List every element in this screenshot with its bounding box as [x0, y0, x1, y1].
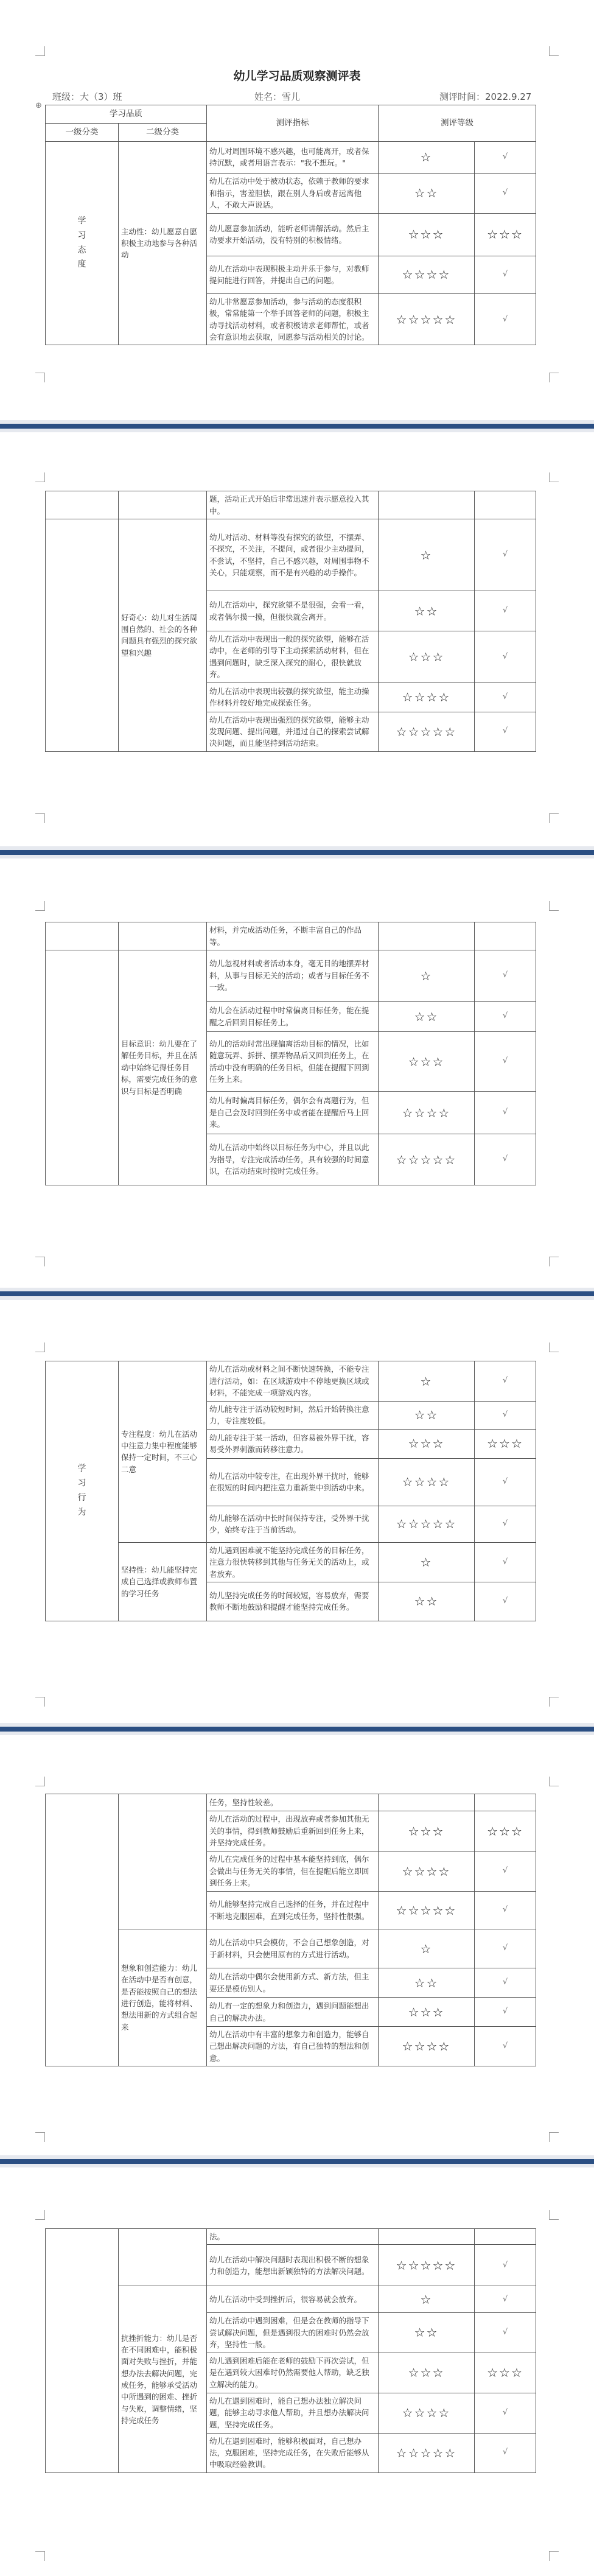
- star-rating: ☆☆: [379, 2313, 475, 2353]
- star-rating: ☆☆☆☆☆: [379, 2433, 475, 2472]
- star-rating-selected: ☆☆☆: [475, 213, 536, 256]
- indicator-text: 幼儿忽视材料或者活动本身，毫无目的地摆弄材料，从事与目标无关的活动；或者与目标任务不一致。: [207, 950, 379, 1002]
- indicator-text: 幼儿在活动中表现积极主动并乐于参与，对教师提问能进行回答，并提出自己的问题。: [207, 256, 379, 293]
- check-mark: √: [475, 1582, 536, 1621]
- evaluation-table-page-2: [45, 491, 536, 752]
- indicator-text: 幼儿在遇到困难时，能自己想办法独立解决问题，能够主动寻求他人帮助，并且想办法解决问题，坚持完成任务。: [207, 2393, 379, 2433]
- indicator-text: 幼儿在活动中只会模仿，不会自己想象创造，对于新材料，只会使用原有的方式进行活动。: [207, 1929, 379, 1968]
- check-mark: √: [475, 2313, 536, 2353]
- indicator-text: 幼儿能够在活动中长时间保持专注，受外界干扰少，始终专注于当前活动。: [207, 1506, 379, 1542]
- document-page-4: [0, 1300, 594, 1723]
- margin-corner-mark: [35, 1342, 45, 1352]
- check-mark: √: [475, 591, 536, 631]
- star-rating: ☆☆☆: [379, 1811, 475, 1851]
- document-page-3: [0, 858, 594, 1288]
- star-rating: ☆☆: [379, 591, 475, 631]
- indicator-text: 幼儿遇到困难后能在老师的鼓励下再次尝试，但是在遇到较大困难时仍然需要他人帮助，缺乏独立解决的能力。: [207, 2353, 379, 2393]
- check-mark: √: [475, 1032, 536, 1092]
- star-rating: ☆: [379, 1542, 475, 1582]
- check-mark: √: [475, 1998, 536, 2027]
- star-rating: ☆☆☆: [379, 1429, 475, 1458]
- margin-corner-mark: [35, 46, 45, 56]
- indicator-text: 幼儿在活动中始终以目标任务为中心，并且以此为指导，专注完成活动任务，具有较强的时间意识，在活动结束时按时完成任务。: [207, 1134, 379, 1185]
- margin-corner-mark: [549, 46, 559, 56]
- star-rating: ☆☆: [379, 1002, 475, 1032]
- check-mark: √: [475, 519, 536, 591]
- check-mark: √: [475, 2433, 536, 2472]
- star-rating: ☆☆☆☆: [379, 256, 475, 293]
- star-rating: ☆: [379, 1929, 475, 1968]
- indicator-text: 幼儿在活动或材料之间不断快速转换，不能专注进行活动，如：在区域游戏中不停地更换区域或材料，不能完成一项游戏内容。: [207, 1361, 379, 1402]
- indicator-text: 幼儿在活动中较专注，在出现外界干扰时，能够在很短的时间内把注意力重新集中到活动中来。: [207, 1458, 379, 1506]
- star-rating: ☆: [379, 2286, 475, 2313]
- check-mark: √: [475, 1092, 536, 1134]
- check-mark: √: [475, 683, 536, 712]
- indicator-text: 幼儿在活动中解决问题时表现出积极不断的想象力和创造力，能想出新颖独特的方法解决问题。: [207, 2245, 379, 2286]
- star-rating: ☆☆☆☆☆: [379, 293, 475, 345]
- margin-corner-mark: [549, 2551, 559, 2561]
- indicator-text: 幼儿的活动时常出现偏离活动目标的情况，比如随意玩弄、拆拼、摆弄物品后又回到任务上，在活动中没有明确的任务目标，但能在提醒下回到任务上来。: [207, 1032, 379, 1092]
- page-break: [0, 846, 594, 858]
- subcategory-concentration: 专注程度：幼儿在活动中注意力集中程度能够保持一定时间，不三心二意: [119, 1361, 207, 1543]
- indicator-text: 幼儿会在活动过程中时常偏离目标任务，能在提醒之后回到目标任务上。: [207, 1002, 379, 1032]
- indicator-text: 幼儿遇到困难就不能坚持完成任务的目标任务，注意力很快转移到其他与任务无关的活动上，或者放弃。: [207, 1542, 379, 1582]
- check-mark: √: [475, 1002, 536, 1032]
- indicator-text: 幼儿能够坚持完成自己选择的任务，并在过程中不断地克服困难，直到完成任务，坚持性很强。: [207, 1892, 379, 1929]
- check-mark: √: [475, 1851, 536, 1892]
- subcategory-frustration-tolerance: 抗挫折能力：幼儿是否在不同困难中，能积极面对失败与挫折，并能想办法去解决问题，完成任务，能够承受活动中所遇到的困难、挫折与失败，调整情绪，坚持完成任务: [119, 2286, 207, 2472]
- indicator-text: 幼儿能专注于某一活动，但容易被外界干扰，容易受外界刺激而转移注意力。: [207, 1429, 379, 1458]
- star-rating: ☆☆☆: [379, 1998, 475, 2027]
- margin-corner-mark: [35, 1777, 45, 1786]
- indicator-text: 幼儿在活动中表现出一般的探究欲望，能够在活动中，在老师的引导下主动探索活动材料，但在遇到问题时，缺乏深入探究的耐心，很快就放弃。: [207, 631, 379, 683]
- class-label: 班级：大（3）班: [52, 91, 122, 102]
- star-rating-selected: ☆☆☆: [475, 1811, 536, 1851]
- evaluation-table-page-1: [45, 105, 536, 345]
- check-mark: √: [475, 1929, 536, 1968]
- star-rating: ☆☆☆☆☆: [379, 1892, 475, 1929]
- check-mark: √: [475, 1892, 536, 1929]
- indicator-header: 测评指标: [207, 105, 379, 142]
- margin-corner-mark: [35, 901, 45, 911]
- indicator-text: 幼儿在活动中表现出较强的探究欲望，能主动操作材料并较好地完成探索任务。: [207, 683, 379, 712]
- margin-corner-mark: [549, 2132, 559, 2142]
- margin-corner-mark: [549, 1257, 559, 1266]
- indicator-text: 幼儿在活动中处于被动状态，依赖于教师的要求和指示，害羞胆怯，跟在别人身后或者远离他人，不敢大声说话。: [207, 173, 379, 213]
- margin-corner-mark: [549, 2210, 559, 2220]
- margin-corner-mark: [35, 472, 45, 482]
- check-mark: √: [475, 173, 536, 213]
- star-rating: ☆☆☆: [379, 631, 475, 683]
- evaluation-table-page-4: [45, 1361, 536, 1621]
- subcategory-curiosity: 好奇心：幼儿对生活周围自然的、社会的各种问题具有强烈的探究欲望和兴趣: [119, 519, 207, 752]
- indicator-text: 幼儿对周围环境不感兴趣，也可能离开，或者保持沉默，或者用语言表示："我不想玩。": [207, 141, 379, 173]
- check-mark: √: [475, 293, 536, 345]
- indicator-text-continued: 任务，坚持性较差。: [207, 1794, 379, 1811]
- quality-group-header: 学习品质: [46, 105, 207, 124]
- star-rating: ☆☆☆: [379, 2353, 475, 2393]
- margin-corner-mark: [35, 813, 45, 823]
- check-mark: √: [475, 1134, 536, 1185]
- check-mark: √: [475, 1402, 536, 1430]
- evaluation-table-page-6: [45, 2228, 536, 2473]
- star-rating: ☆☆☆☆☆: [379, 2245, 475, 2286]
- page-break: [0, 420, 594, 432]
- indicator-text: 幼儿坚持完成任务的时间较短，容易放弃，需要教师不断地鼓励和提醒才能坚持完成任务。: [207, 1582, 379, 1621]
- check-mark: √: [475, 1458, 536, 1506]
- margin-corner-mark: [549, 901, 559, 911]
- check-mark: √: [475, 950, 536, 1002]
- level1-header: 一级分类: [46, 123, 119, 141]
- check-mark: √: [475, 256, 536, 293]
- check-mark: √: [475, 1542, 536, 1582]
- subcategory-imagination-creativity: 想象和创造能力：幼儿在活动中是否有创意，是否能按照自己的想法进行创造，能将材料、想法用新的方式组合起来: [119, 1929, 207, 2066]
- indicator-text: 幼儿在完成任务的过程中基本能坚持到底，偶尔会做出与任务无关的事情，但在提醒后能立即回到任务上来。: [207, 1851, 379, 1892]
- indicator-text: 幼儿能专注于活动较短时间，然后开始转换注意力，专注度较低。: [207, 1402, 379, 1430]
- indicator-text-continued: 法。: [207, 2229, 379, 2245]
- document-page-6: [0, 2167, 594, 2576]
- student-name-label: 姓名：雪儿: [254, 91, 301, 102]
- star-rating: ☆☆☆☆☆: [379, 1506, 475, 1542]
- star-rating: ☆☆☆☆: [379, 1458, 475, 1506]
- check-mark: √: [475, 1361, 536, 1402]
- star-rating: ☆☆: [379, 1582, 475, 1621]
- check-mark: √: [475, 2027, 536, 2066]
- indicator-text: 幼儿在活动中遇到困难，但是会在教师的指导下尝试解决问题，但是遇到很大的困难时仍然会放弃，坚持性一般。: [207, 2313, 379, 2353]
- document-title: 幼儿学习品质观察测评表: [233, 69, 361, 83]
- star-rating: ☆☆☆: [379, 213, 475, 256]
- page-break: [0, 2155, 594, 2167]
- subcategory-goal-awareness: 目标意识：幼儿要在了解任务目标，并且在活动中始终记得任务目标，需要完成任务的意识与目标是否明确: [119, 950, 207, 1185]
- category-learning-behavior: 学 习 行 为: [46, 1361, 119, 1621]
- indicator-text-continued: 材料，并完成活动任务，不断丰富自己的作品等。: [207, 922, 379, 950]
- star-rating: ☆☆: [379, 1968, 475, 1998]
- indicator-text: 幼儿在活动中偶尔会使用新方式、新方法，但主要还是模仿别人。: [207, 1968, 379, 1998]
- check-mark: √: [475, 1968, 536, 1998]
- star-rating: ☆: [379, 950, 475, 1002]
- category-learning-attitude: 学 习 态 度: [46, 141, 119, 345]
- indicator-text: 幼儿在活动中受到挫折后，很容易就会放弃。: [207, 2286, 379, 2313]
- star-rating: ☆☆☆☆: [379, 1851, 475, 1892]
- check-mark: √: [475, 141, 536, 173]
- page-break: [0, 1288, 594, 1300]
- star-rating: ☆☆☆: [379, 1032, 475, 1092]
- star-rating: ☆☆☆☆☆: [379, 712, 475, 751]
- margin-corner-mark: [35, 1697, 45, 1707]
- star-rating-selected: ☆☆☆: [475, 1429, 536, 1458]
- indicator-text: 幼儿有一定的想象力和创造力，遇到问题能想出自己的解决办法。: [207, 1998, 379, 2027]
- margin-corner-mark: [549, 472, 559, 482]
- indicator-text: 幼儿在活动中表现出强烈的探究欲望，能够主动发现问题、提出问题，并通过自己的探索尝试解决问题，而且能坚持到活动结束。: [207, 712, 379, 751]
- rating-header: 测评等级: [379, 105, 536, 142]
- indicator-text: 幼儿非常愿意参加活动，参与活动的态度很积极，常常能第一个举手回答老师的问题，积极主动寻找活动材料，或者积极请求老师帮忙，或者会有意识地去获取，同愿参与活动相关的讨论。: [207, 293, 379, 345]
- star-rating-selected: ☆☆☆: [475, 2353, 536, 2393]
- margin-corner-mark: [549, 1777, 559, 1786]
- indicator-text: 幼儿在活动的过程中，出现放弃或者参加其他无关的事情，得到教师鼓励后重新回到任务上来，并坚持完成任务。: [207, 1811, 379, 1851]
- document-page-5: [0, 1735, 594, 2155]
- star-rating: ☆☆: [379, 1402, 475, 1430]
- margin-corner-mark: [549, 813, 559, 823]
- page-break: [0, 1723, 594, 1735]
- check-mark: √: [475, 2245, 536, 2286]
- check-mark: √: [475, 631, 536, 683]
- check-mark: √: [475, 712, 536, 751]
- margin-corner-mark: [549, 1697, 559, 1707]
- table-anchor-icon: ⊕: [35, 101, 42, 110]
- indicator-text: 幼儿愿意参加活动，能听老师讲解活动。然后主动要求开始活动，没有特别的积极情绪。: [207, 213, 379, 256]
- star-rating: ☆☆☆☆: [379, 1092, 475, 1134]
- margin-corner-mark: [35, 2132, 45, 2142]
- indicator-text: 幼儿在活动中，探究欲望不是很强，会看一看，或者偶尔摸一摸，但很快就会离开。: [207, 591, 379, 631]
- star-rating: ☆☆☆☆: [379, 2027, 475, 2066]
- star-rating: ☆: [379, 1361, 475, 1402]
- level2-header: 二级分类: [119, 123, 207, 141]
- subcategory-initiative: 主动性：幼儿愿意自愿积极主动地参与各种活动: [119, 141, 207, 345]
- document-page-2: [0, 432, 594, 846]
- check-mark: √: [475, 2286, 536, 2313]
- indicator-text: 幼儿对活动、材料等没有探究的欲望，不摆弄、不探究，不关注，不提问，或者很少主动提问，不尝试，不坚持，自己不感兴趣，对周围事物不关心，只能观察，而不是有兴趣的动手操作。: [207, 519, 379, 591]
- check-mark: √: [475, 1506, 536, 1542]
- indicator-text: 幼儿有时偏离目标任务，偶尔会有离题行为，但是自己会及时回到任务中或者能在提醒后马上回来。: [207, 1092, 379, 1134]
- subcategory-persistence: 坚持性：幼儿能坚持完成自己选择或教师布置的学习任务: [119, 1542, 207, 1621]
- star-rating: ☆☆: [379, 173, 475, 213]
- star-rating: ☆: [379, 519, 475, 591]
- margin-corner-mark: [35, 373, 45, 382]
- indicator-text: 幼儿在活动中有丰富的想象力和创造力，能够自己想出解决问题的方法，有自己独特的想法和创意。: [207, 2027, 379, 2066]
- margin-corner-mark: [35, 2551, 45, 2561]
- margin-corner-mark: [35, 2210, 45, 2220]
- indicator-text: 幼儿在遇到困难时，能够积极面对，自己想办法，克服困难，坚持完成任务，在失败后能够从中吸取经验教训。: [207, 2433, 379, 2472]
- margin-corner-mark: [35, 1257, 45, 1266]
- check-mark: √: [475, 2393, 536, 2433]
- evaluation-table-page-3: [45, 922, 536, 1185]
- evaluation-date-label: 测评时间：2022.9.27: [439, 91, 532, 102]
- indicator-text-continued: 题，活动正式开始后非常迅速并表示愿意投入其中。: [207, 491, 379, 519]
- document-page-1: [0, 0, 594, 420]
- star-rating: ☆☆☆☆: [379, 683, 475, 712]
- star-rating: ☆: [379, 141, 475, 173]
- evaluation-table-page-5: [45, 1794, 536, 2066]
- margin-corner-mark: [549, 373, 559, 382]
- star-rating: ☆☆☆☆☆: [379, 1134, 475, 1185]
- star-rating: ☆☆☆☆: [379, 2393, 475, 2433]
- margin-corner-mark: [549, 1342, 559, 1352]
